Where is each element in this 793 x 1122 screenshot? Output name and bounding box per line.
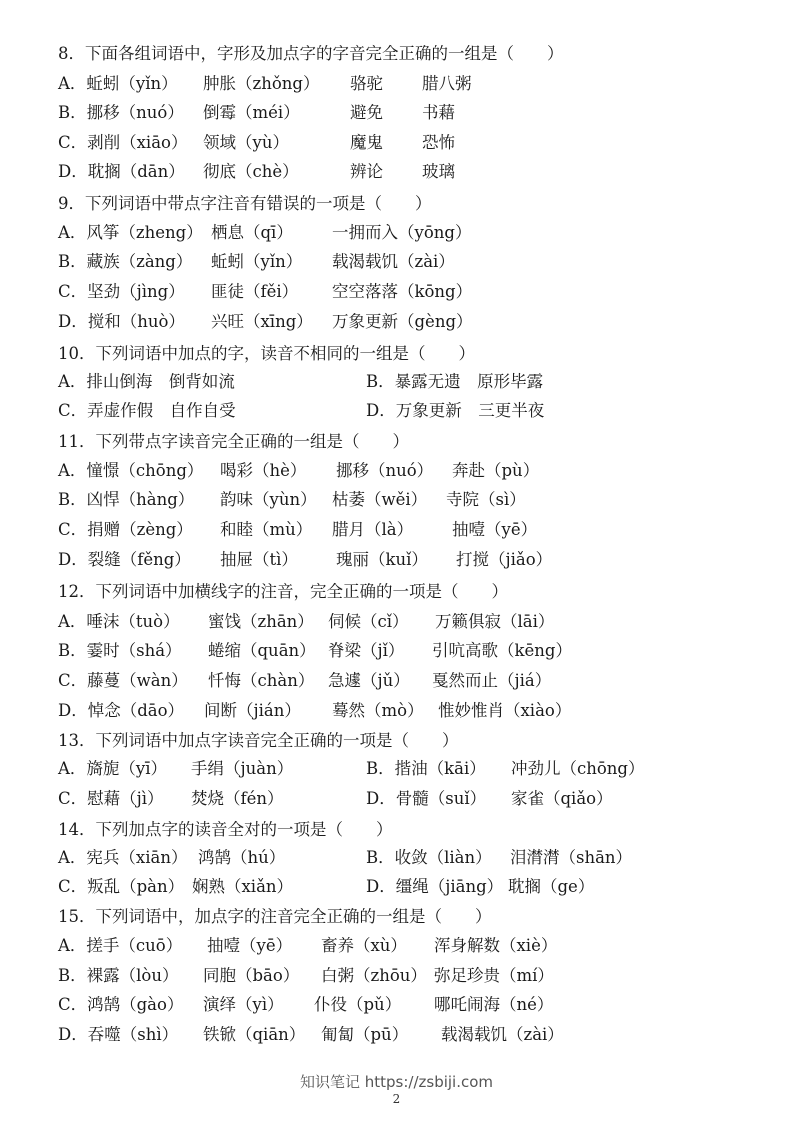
option-term: D．耽搁（dān） [58, 162, 185, 181]
option-term: 兴旺（xīng） [211, 312, 313, 331]
option-term: C．捐赠（zèng） [58, 520, 193, 539]
option-term: 蜜饯（zhān） [208, 612, 314, 631]
option-term: 娴熟（xiǎn） [192, 877, 294, 896]
option-term: 耽搁（ge） [508, 877, 595, 896]
option-term: 鸿鹄（hú） [198, 848, 286, 867]
option-term: B．藏族（zàng） [58, 252, 193, 271]
option-term: C．藤蔓（wàn） [58, 671, 188, 690]
option-term: 恐怖 [422, 133, 455, 152]
option-term: 空空落落（kōng） [332, 282, 473, 301]
option-term: 手绢（juàn） [191, 759, 294, 778]
option-term: B．暴露无遗 原形毕露 [366, 372, 544, 391]
option-term: D．骨髓（suǐ） [366, 789, 487, 808]
option-term: 同胞（bāo） [203, 966, 300, 985]
option-term: 倒霉（méi） [203, 103, 300, 122]
option-term: 弥足珍贵（mí） [434, 966, 554, 985]
option-term: 铁锨（qiān） [203, 1025, 306, 1044]
option-term: 忏悔（chàn） [208, 671, 315, 690]
option-term: B．收敛（liàn） [366, 848, 492, 867]
option-term: 喝彩（hè） [220, 461, 307, 480]
option-term: 彻底（chè） [203, 162, 299, 181]
option-term: C．慰藉（jì） [58, 789, 164, 808]
option-term: A．风筝（zheng） [58, 223, 203, 242]
option-term: D．吞噬（shì） [58, 1025, 179, 1044]
option-term: 白粥（zhōu） [321, 966, 427, 985]
option-term: 焚烧（fén） [191, 789, 284, 808]
option-term: 匍匐（pū） [321, 1025, 409, 1044]
option-term: B．裸露（lòu） [58, 966, 179, 985]
option-term: 抽屉（tì） [220, 550, 298, 569]
option-term: 急遽（jǔ） [328, 671, 410, 690]
question-8-title: 8．下面各组词语中，字形及加点字的字音完全正确的一组是（ ） [58, 44, 564, 63]
option-term: 万象更新（gèng） [332, 312, 473, 331]
question-13-title: 13．下列词语中加点字读音完全正确的一项是（ ） [58, 731, 459, 750]
option-term: 蜷缩（quān） [208, 641, 316, 660]
option-term: 腊月（là） [332, 520, 414, 539]
option-term: 领域（yù） [203, 133, 289, 152]
option-term: 间断（jián） [204, 701, 301, 720]
option-term: D．裂缝（fěng） [58, 550, 191, 569]
option-term: C．弄虚作假 自作自受 [58, 401, 236, 420]
option-term: 枯萎（wěi） [332, 490, 428, 509]
option-term: 泪潸潸（shān） [510, 848, 633, 867]
option-term: 抽噎（yē） [207, 936, 293, 955]
option-term: 韵味（yùn） [220, 490, 317, 509]
option-term: 演绎（yì） [203, 995, 284, 1014]
option-term: D．搅和（huò） [58, 312, 185, 331]
option-term: D．悼念（dāo） [58, 701, 185, 720]
option-term: A．旖旎（yī） [58, 759, 168, 778]
option-term: 惟妙惟肖（xiào） [438, 701, 572, 720]
option-term: 和睦（mù） [220, 520, 313, 539]
option-term: 魔鬼 [350, 133, 383, 152]
option-term: C．叛乱（pàn） [58, 877, 185, 896]
option-term: 蚯蚓（yǐn） [211, 252, 303, 271]
option-term: 一拥而入（yōng） [332, 223, 472, 242]
option-term: 瑰丽（kuǐ） [336, 550, 428, 569]
option-term: 仆役（pǔ） [314, 995, 402, 1014]
option-term: 万籁俱寂（lāi） [435, 612, 555, 631]
option-term: 家雀（qiǎo） [511, 789, 613, 808]
option-term: 奔赴（pù） [452, 461, 540, 480]
option-term: 浑身解数（xiè） [434, 936, 558, 955]
option-term: 蓦然（mò） [332, 701, 424, 720]
option-term: 玻璃 [422, 162, 455, 181]
option-term: 载渴载饥（zài） [441, 1025, 564, 1044]
option-term: D．缰绳（jiāng） [366, 877, 504, 896]
option-term: A．排山倒海 倒背如流 [58, 372, 235, 391]
option-term: 畜养（xù） [321, 936, 407, 955]
option-term: 冲劲儿（chōng） [511, 759, 645, 778]
option-term: A．宪兵（xiān） [58, 848, 188, 867]
option-term: A．搓手（cuō） [58, 936, 183, 955]
option-term: A．唾沫（tuò） [58, 612, 180, 631]
option-term: 栖息（qī） [211, 223, 293, 242]
option-term: 书藉 [422, 103, 455, 122]
option-term: C．鸿鹄（gào） [58, 995, 184, 1014]
option-term: 肿胀（zhǒng） [203, 74, 320, 93]
option-term: D．万象更新 三更半夜 [366, 401, 545, 420]
question-9-title: 9．下列词语中带点字注音有错误的一项是（ ） [58, 194, 432, 213]
option-term: C．剥削（xiāo） [58, 133, 188, 152]
option-term: 载渴载饥（zài） [332, 252, 455, 271]
option-term: 引吭高歌（kēng） [432, 641, 572, 660]
question-14-title: 14．下列加点字的读音全对的一项是（ ） [58, 820, 393, 839]
option-term: 挪移（nuó） [336, 461, 434, 480]
option-term: B．霎时（shá） [58, 641, 182, 660]
option-term: 哪吒闹海（né） [434, 995, 554, 1014]
option-term: 骆驼 [350, 74, 383, 93]
option-term: C．坚劲（jìng） [58, 282, 185, 301]
option-term: B．挪移（nuó） [58, 103, 184, 122]
option-term: 戛然而止（jiá） [432, 671, 552, 690]
page-number: 2 [392, 1092, 401, 1106]
option-term: A．憧憬（chōng） [58, 461, 204, 480]
option-term: A．蚯蚓（yǐn） [58, 74, 178, 93]
option-term: B．揩油（kāi） [366, 759, 486, 778]
question-12-title: 12．下列词语中加横线字的注音，完全正确的一项是（ ） [58, 582, 508, 601]
option-term: 伺候（cǐ） [328, 612, 409, 631]
option-term: 抽噎（yē） [452, 520, 538, 539]
option-term: 辨论 [350, 162, 383, 181]
option-term: 匪徒（fěi） [211, 282, 299, 301]
footer-watermark: 知识笔记 https://zsbiji.com [299, 1073, 494, 1091]
option-term: 寺院（sì） [446, 490, 526, 509]
option-term: 打搅（jiǎo） [456, 550, 553, 569]
option-term: 腊八粥 [422, 74, 472, 93]
question-10-title: 10．下列词语中加点的字，读音不相同的一组是（ ） [58, 344, 475, 363]
question-11-title: 11．下列带点字读音完全正确的一组是（ ） [58, 432, 409, 451]
option-term: 避免 [350, 103, 383, 122]
option-term: 脊梁（jǐ） [328, 641, 405, 660]
option-term: B．凶悍（hàng） [58, 490, 195, 509]
question-15-title: 15．下列词语中，加点字的注音完全正确的一组是（ ） [58, 907, 492, 926]
